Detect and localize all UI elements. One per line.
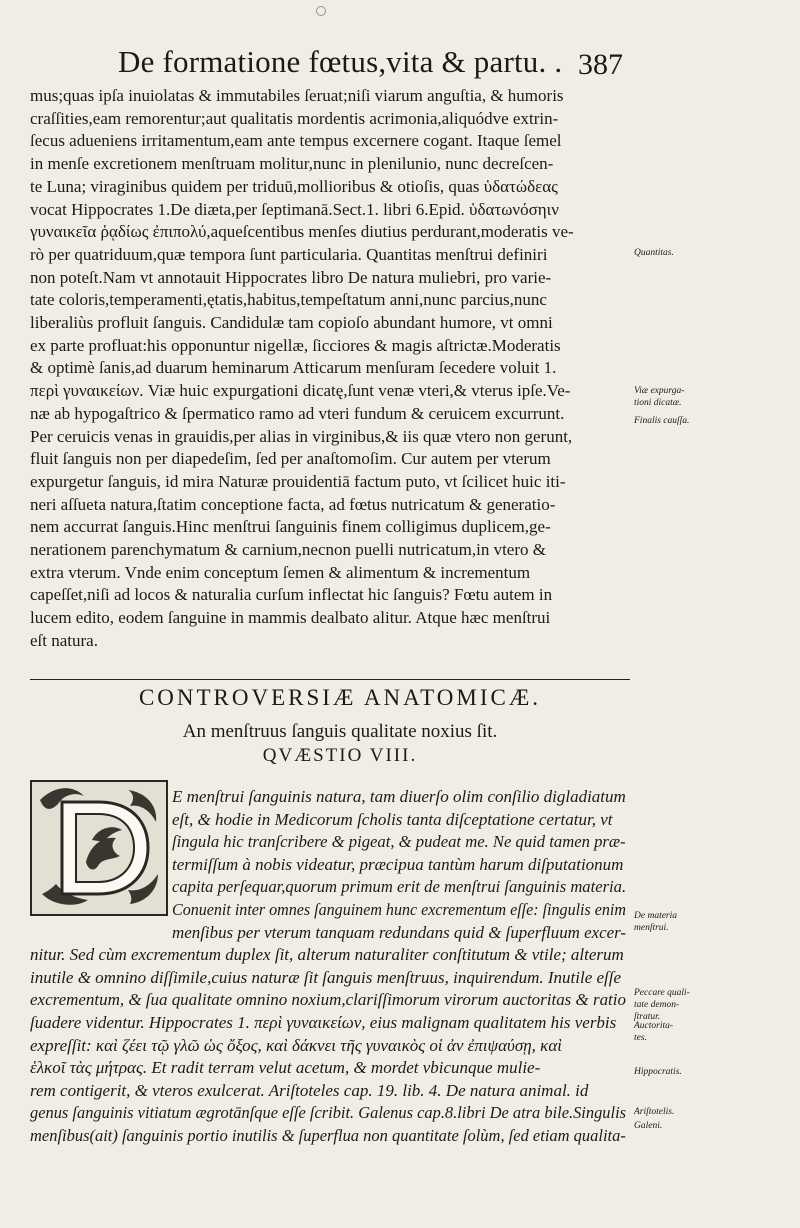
body-line: fluit ſanguis non per diapedeſim, ſed per anaſtomoſim. Cur autem per vterum [30,449,551,469]
margin-note-hippocratis: Hippocratis. [634,1067,682,1077]
margin-note-de-materia: De materia menſtrui. [634,911,678,933]
decorated-initial-art [32,782,166,914]
running-head: De formatione fœtus,vita & partu. . [118,44,563,79]
question-line: menſibus(ait) ſanguinis portio inutilis & ſuperflua non quantitate ſolùm, ſed etiam qualita- [30,1126,626,1145]
question-number: QVÆSTIO VIII. [262,745,418,766]
body-line: rò per quatriduum,quæ tempora ſunt particularia. Quantitas menſtrui definiri [30,244,548,264]
question-line: Conuenit inter omnes ſanguinem hunc excrementum eſſe: ſingulis enim [172,900,626,919]
body-line: nem accurrat ſanguis.Hinc menſtrui ſanguinis finem colligimus duplicem,ge- [30,517,551,537]
body-line: non poteſt.Nam vt annotauit Hippocrates libro De natura muliebri, pro varie- [30,267,552,287]
body-line: ex parte profluat:his opponuntur nigellæ, ſicciores & magis aſtrictæ.Moderatis [30,335,561,355]
question-line: ſingula hic tranſcribere & pigeat, & pudeat me. Ne quid tamen præ- [172,832,626,852]
body-line: Per ceruicis venas in grauidis,per alias in virginibus,& iis quæ vtero non gerunt, [30,426,573,446]
question-line: termiſſum à nobis videatur, præcipua tantùm harum diſputationum [172,854,624,874]
page-ornament-mark [316,6,326,16]
body-line: vocat Hippocrates 1.De diæta,per ſeptimanā.Sect.1. libri 6.Epid. ὑδατωνόσηιν [30,199,559,219]
body-line: lucem edito, eodem ſanguine in mammis dealbato alitur. Atque hæc menſtrui [30,608,551,628]
body-line: γυναικεῖα ῥᾳδίως ἐπιπολύ,aqueſcentibus menſes diutius perdurant,moderatis ve- [30,222,574,242]
decorated-initial [30,780,168,916]
body-line: neri aſſueta natura,ſtatim conceptione facta, ad fœtus nutricatum & generatio- [30,494,556,514]
body-line: mus;quas ipſa inuiolatas & immutabiles ſeruat;niſi viarum anguſtia, & humoris [30,86,564,105]
question-line: genus ſanguinis vitiatum ægrotānſque eſſe ſcribit. Galenus cap.8.libri De atra bile.Singulis [30,1103,627,1123]
body-line: tate coloris,temperamenti,ętatis,habitus,tempeſtatum anni,nunc parcius,nunc [30,290,547,310]
question-line: capita perſequar,quorum primum erit de menſtrui ſanguinis materia. [172,877,627,897]
margin-note-aristotelis: Ariſtotelis. [634,1107,675,1117]
question-line: inutile & omnino diſſimile,cuius naturæ ſit ſanguis menſtruus, inquirendum. Inutile eſſe [30,967,622,987]
body-line: in menſe excretionem menſtruam molitur,nunc in plenilunio, nunc decreſcen- [30,154,554,174]
body-line: te Luna; viraginibus quidem per triduū,mollioribus & otioſis, quas ὑδατώδεας [30,176,558,196]
body-line: ſecus adueniens irritamentum,eam ante tempus excernere cogant. Itaque ſemel [30,131,562,151]
question-line: nitur. Sed cùm excrementum duplex ſit, alterum naturaliter conſtitutum & vtile; alterum [30,945,624,965]
question-line: rem contigerit, & vteros exulcerat. Ariſtoteles cap. 19. lib. 4. De natura animal. id [30,1080,589,1100]
section-title: CONTROVERSIÆ ANATOMICÆ. [138,685,542,710]
question-line: eſt, & hodie in Medicorum ſcholis tanta diſceptatione certatur, vt [172,809,613,829]
question-line: ſuadere videntur. Hippocrates 1. περὶ γυναικείων, eius malignam qualitatem his verbis [30,1013,617,1032]
margin-note-viae: Viæ expurga- tioni dicatæ. [634,386,685,408]
page-number: 387 [578,48,623,81]
margin-note-finalis: Finalis cauſſa. [634,416,690,426]
body-line: extra vterum. Vnde enim conceptum ſemen & alimentum & incrementum [30,562,531,582]
body-line: & optimè ſanis,ad duarum heminarum Atticarum menſuram ſecedere voluit 1. [30,358,557,378]
question-line: expreſſit: καὶ ζέει τῷ γλῶ ὡς ὄξος, καὶ δάκνει τῆς γυναικὸς οἱ ἀν ἐπιψαύσῃ, καὶ [30,1035,562,1055]
question-line: menſibus per vterum tanquam redundans quid & ſuperfluum excer- [172,922,627,942]
body-line: næ ab hypogaſtrico & ſpermatico ramo ad vteri fundum & ceruicem excurrunt. [30,403,565,423]
question-line: ἑλκοῖ τὰς μήτρας. Et radit terram velut acetum, & mordet vbicunque mulie- [30,1058,541,1078]
body-line: nerationem parenchymatum & carnium,necnon puelli nutricatum,in vtero & [30,540,546,559]
body-line: eſt natura. [30,630,98,650]
question-title: An menſtruus ſanguis qualitate noxius ſit. [182,721,498,742]
margin-note-quantitas: Quantitas. [634,248,674,258]
body-line: expurgetur ſanguis, id mira Naturæ prouidentiā factum puto, vt ſcilicet huic iti- [30,471,566,491]
section-rule [30,679,630,680]
body-line: capeſſet,niſi ad locos & naturalia curſum inflectat hic ſanguis? Fœtu autem in [30,585,553,605]
question-line: E menſtrui ſanguinis natura, tam diuerſo olim conſilio digladiatum [172,787,626,806]
body-line: craſſities,eam remorentur;aut qualitatis mordentis acrimonia,aliquódve extrin- [30,108,559,128]
margin-note-peccare: Peccare quali- tate demon- ſtratur. [634,988,690,1022]
body-line: liberaliùs profluit ſanguis. Candidulæ tam copioſo abundant humore, vt omni [30,313,553,332]
margin-note-galeni: Galeni. [634,1121,663,1131]
body-line: περὶ γυναικείων. Viæ huic expurgationi dicatę,ſunt venæ vteri,& vterus ipſe.Ve- [30,381,571,401]
question-line: excrementum, & ſua qualitate omnino noxium,clariſſimorum virorum auctoritas & ratio [30,990,626,1010]
margin-note-auctoritates: Auctorita- tes. [634,1021,674,1043]
